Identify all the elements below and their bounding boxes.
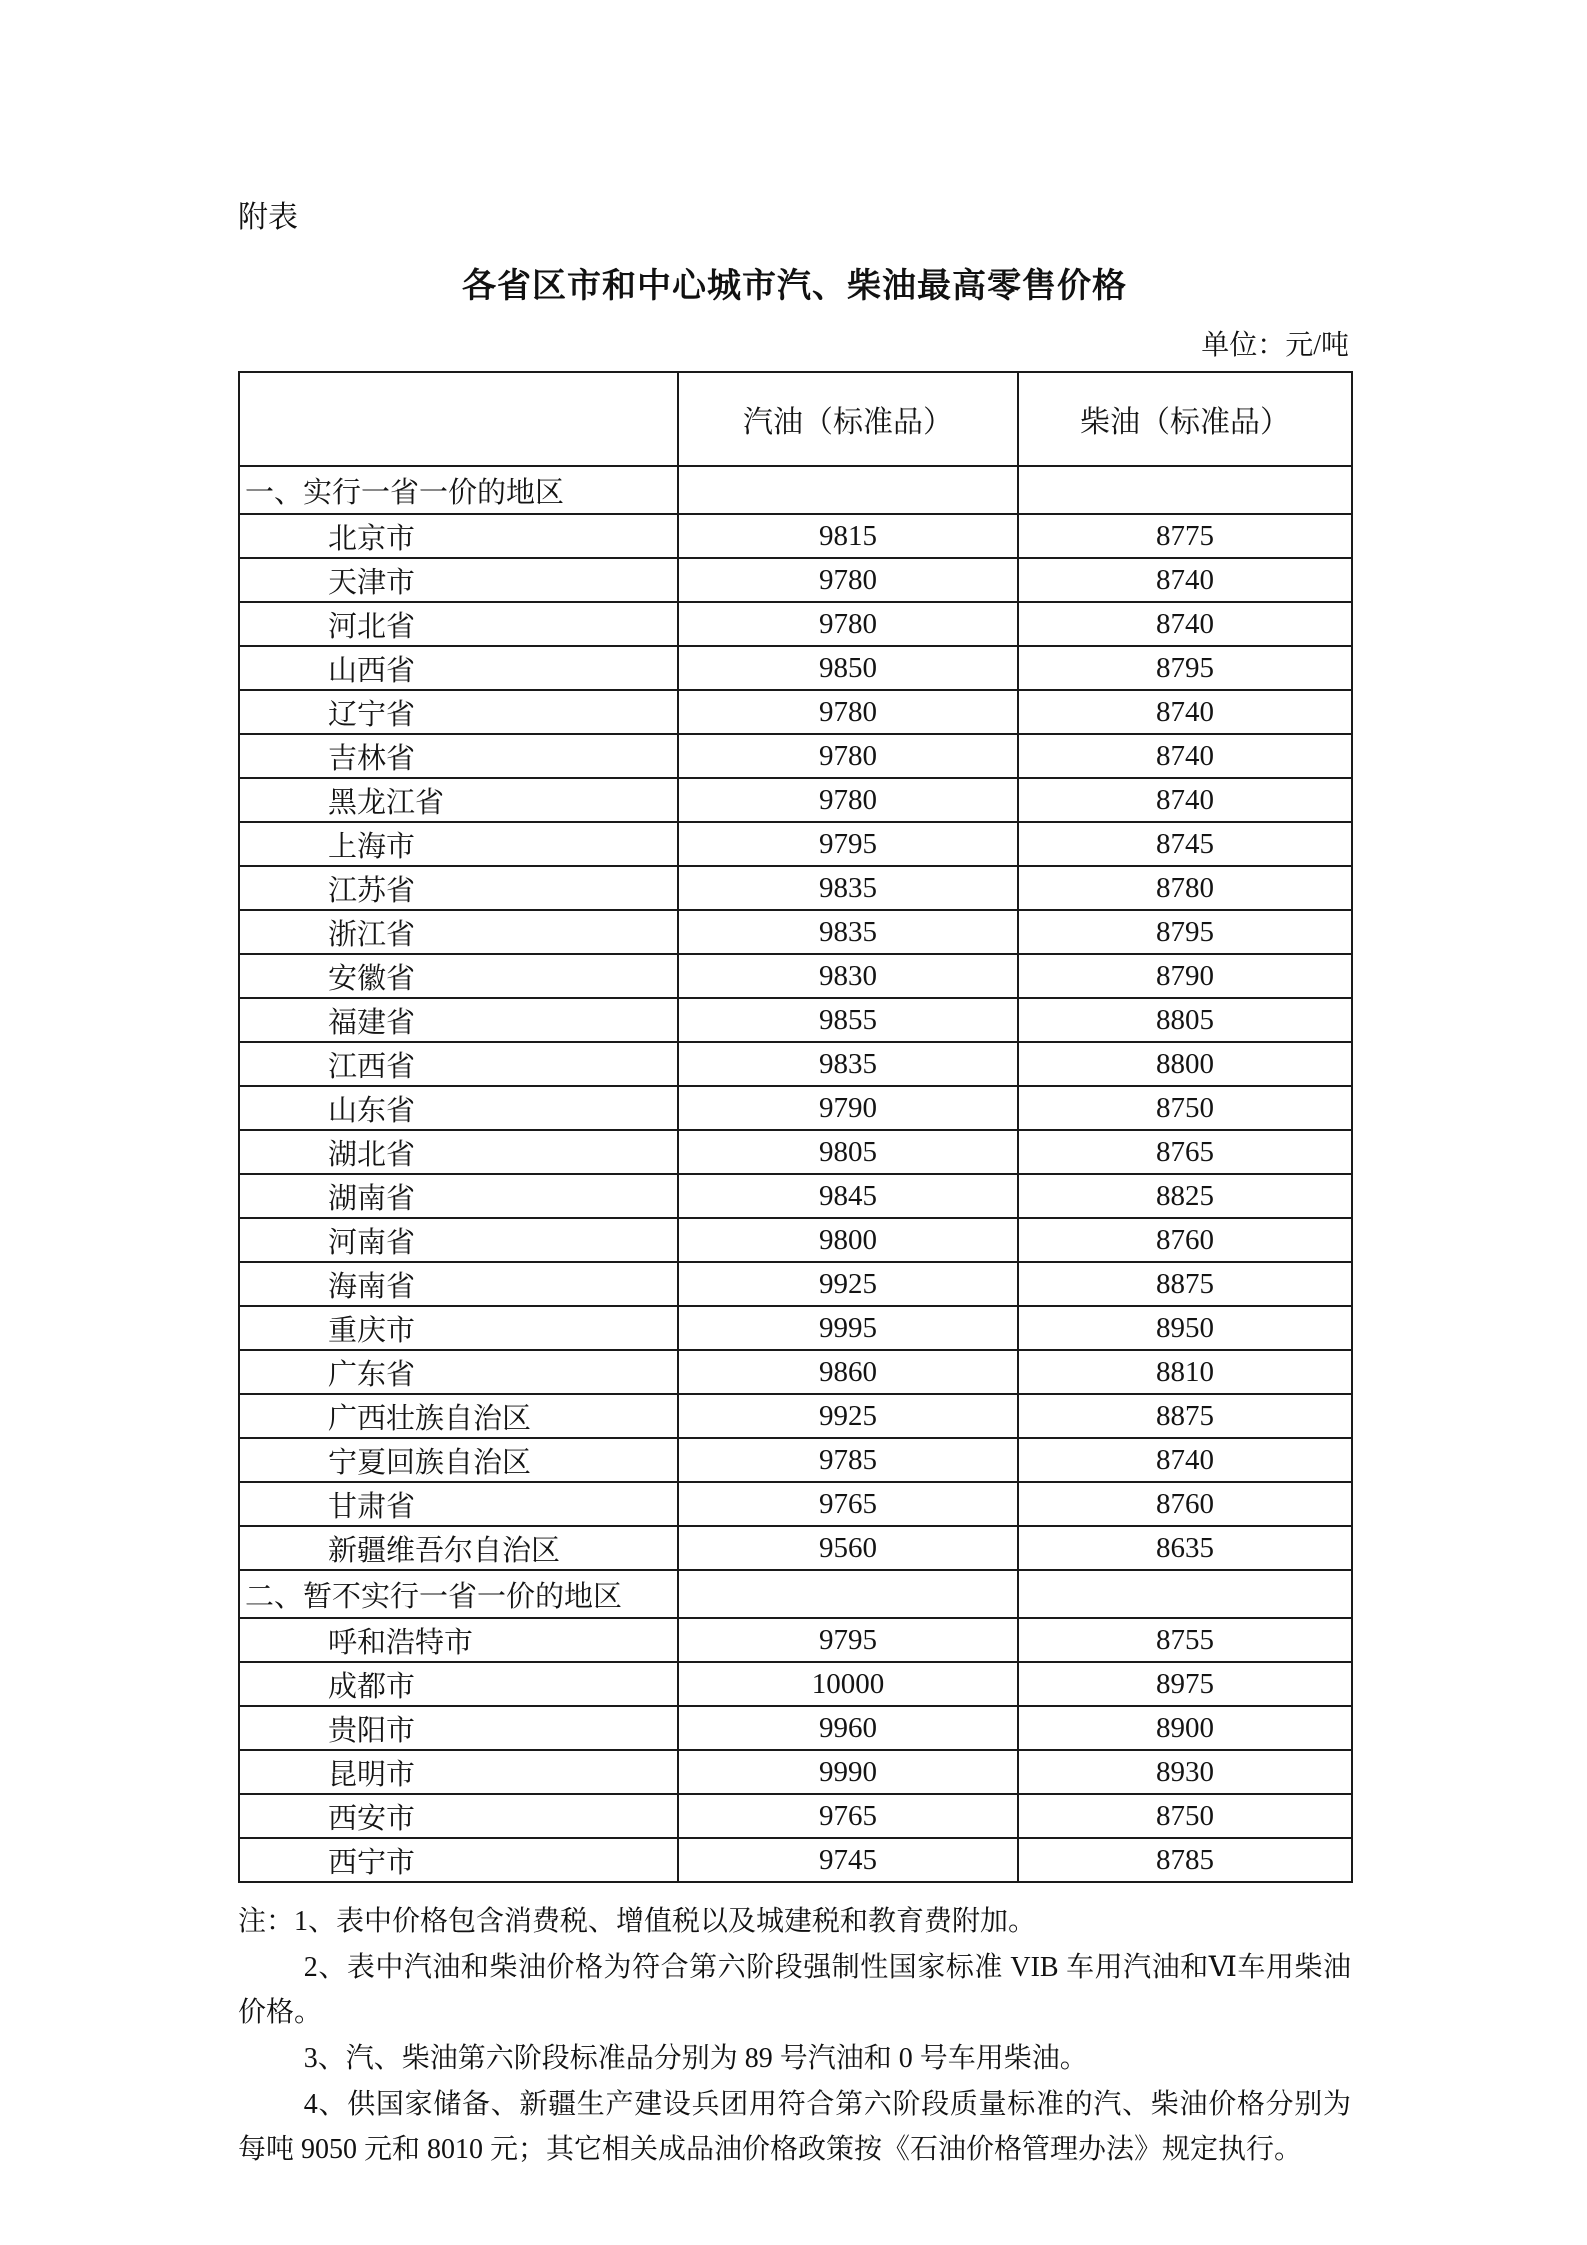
diesel-price-cell: 8810 [1018, 1350, 1352, 1394]
table-row [239, 1174, 1352, 1218]
region-name-cell: 黑龙江省 [239, 778, 678, 822]
diesel-price-cell: 8930 [1018, 1750, 1352, 1794]
region-name-cell: 河北省 [239, 602, 678, 646]
diesel-price-cell: 8740 [1018, 734, 1352, 778]
diesel-price-cell: 8900 [1018, 1706, 1352, 1750]
region-name-cell: 宁夏回族自治区 [239, 1438, 678, 1482]
diesel-price-cell: 8875 [1018, 1262, 1352, 1306]
table-row [239, 1042, 1352, 1086]
gasoline-price-cell: 9795 [678, 822, 1018, 866]
gasoline-price-cell: 9790 [678, 1086, 1018, 1130]
diesel-price-cell: 8635 [1018, 1526, 1352, 1570]
gasoline-price-cell: 9560 [678, 1526, 1018, 1570]
table-row [239, 910, 1352, 954]
price-table [238, 371, 1353, 1883]
gasoline-price-cell: 9850 [678, 646, 1018, 690]
gasoline-price-cell: 9765 [678, 1482, 1018, 1526]
column-header-gasoline: 汽油（标准品） [678, 372, 1018, 466]
table-row [239, 1662, 1352, 1706]
region-name-cell: 浙江省 [239, 910, 678, 954]
region-name-cell: 吉林省 [239, 734, 678, 778]
region-name-cell: 北京市 [239, 514, 678, 558]
gasoline-price-cell: 9780 [678, 734, 1018, 778]
table-row [239, 1482, 1352, 1526]
region-name-cell: 广西壮族自治区 [239, 1394, 678, 1438]
table-row [239, 602, 1352, 646]
unit-label: 单位：元/吨 [1201, 330, 1349, 361]
region-name-cell: 上海市 [239, 822, 678, 866]
diesel-price-cell: 8750 [1018, 1086, 1352, 1130]
diesel-price-cell: 8775 [1018, 514, 1352, 558]
table-row [239, 998, 1352, 1042]
region-name-cell: 湖南省 [239, 1174, 678, 1218]
page-title: 各省区市和中心城市汽、柴油最高零售价格 [462, 267, 1127, 305]
gasoline-price-cell: 9925 [678, 1262, 1018, 1306]
diesel-price-cell: 8740 [1018, 1438, 1352, 1482]
note-item: 3、汽、柴油第六阶段标准品分别为 89 号汽油和 0 号车用柴油。 [303, 2042, 1088, 2074]
table-row [239, 1618, 1352, 1662]
section-header-label: 一、实行一省一价的地区 [239, 466, 678, 514]
table-row [239, 1526, 1352, 1570]
gasoline-price-cell: 9835 [678, 866, 1018, 910]
region-name-cell: 广东省 [239, 1350, 678, 1394]
gasoline-price-cell: 9960 [678, 1706, 1018, 1750]
gasoline-price-cell: 9800 [678, 1218, 1018, 1262]
diesel-price-cell: 8740 [1018, 690, 1352, 734]
region-name-cell: 福建省 [239, 998, 678, 1042]
region-name-cell: 湖北省 [239, 1130, 678, 1174]
gasoline-price-cell: 10000 [678, 1662, 1018, 1706]
gasoline-price-cell: 9995 [678, 1306, 1018, 1350]
diesel-price-cell: 8795 [1018, 646, 1352, 690]
diesel-price-cell: 8950 [1018, 1306, 1352, 1350]
diesel-price-cell: 8975 [1018, 1662, 1352, 1706]
diesel-price-cell: 8755 [1018, 1618, 1352, 1662]
gasoline-price-cell: 9780 [678, 690, 1018, 734]
gasoline-price-cell: 9860 [678, 1350, 1018, 1394]
diesel-price-cell: 8750 [1018, 1794, 1352, 1838]
gasoline-price-cell: 9845 [678, 1174, 1018, 1218]
section-header-row [239, 1570, 1352, 1618]
empty-cell [1018, 466, 1352, 514]
gasoline-price-cell: 9780 [678, 778, 1018, 822]
region-name-cell: 山东省 [239, 1086, 678, 1130]
table-row [239, 1750, 1352, 1794]
note-item: 注：1、表中价格包含消费税、增值税以及城建税和教育费附加。 [238, 1906, 1037, 1937]
region-name-cell: 新疆维吾尔自治区 [239, 1526, 678, 1570]
diesel-price-cell: 8740 [1018, 558, 1352, 602]
diesel-price-cell: 8760 [1018, 1218, 1352, 1262]
table-row [239, 1438, 1352, 1482]
gasoline-price-cell: 9795 [678, 1618, 1018, 1662]
gasoline-price-cell: 9830 [678, 954, 1018, 998]
document-content [238, 0, 1351, 2173]
diesel-price-cell: 8825 [1018, 1174, 1352, 1218]
table-row [239, 1086, 1352, 1130]
region-name-cell: 江西省 [239, 1042, 678, 1086]
table-row [239, 1218, 1352, 1262]
region-name-cell: 安徽省 [239, 954, 678, 998]
gasoline-price-cell: 9785 [678, 1438, 1018, 1482]
notes-section [238, 1899, 1351, 2173]
column-header-region [239, 372, 678, 466]
table-row [239, 734, 1352, 778]
gasoline-price-cell: 9765 [678, 1794, 1018, 1838]
table-row [239, 866, 1352, 910]
table-header-row [239, 372, 1352, 466]
table-row [239, 954, 1352, 998]
diesel-price-cell: 8745 [1018, 822, 1352, 866]
table-row [239, 514, 1352, 558]
gasoline-price-cell: 9925 [678, 1394, 1018, 1438]
note-item: 4、供国家储备、新疆生产建设兵团用符合第六阶段质量标准的汽、柴油价格分别为每吨 9050 元和 8010 元；其它相关成品油价格政策按《石油价格管理办法》规定执行。 [238, 2088, 1351, 2166]
region-name-cell: 贵阳市 [239, 1706, 678, 1750]
table-row [239, 1262, 1352, 1306]
table-row [239, 1706, 1352, 1750]
diesel-price-cell: 8780 [1018, 866, 1352, 910]
empty-cell [678, 466, 1018, 514]
gasoline-price-cell: 9745 [678, 1838, 1018, 1882]
region-name-cell: 辽宁省 [239, 690, 678, 734]
region-name-cell: 昆明市 [239, 1750, 678, 1794]
section-header-row [239, 466, 1352, 514]
diesel-price-cell: 8760 [1018, 1482, 1352, 1526]
diesel-price-cell: 8795 [1018, 910, 1352, 954]
diesel-price-cell: 8805 [1018, 998, 1352, 1042]
region-name-cell: 呼和浩特市 [239, 1618, 678, 1662]
appendix-label: 附表 [238, 201, 298, 234]
region-name-cell: 山西省 [239, 646, 678, 690]
region-name-cell: 西宁市 [239, 1838, 678, 1882]
table-row [239, 1350, 1352, 1394]
table-row [239, 1130, 1352, 1174]
table-row [239, 1794, 1352, 1838]
region-name-cell: 成都市 [239, 1662, 678, 1706]
table-row [239, 558, 1352, 602]
region-name-cell: 河南省 [239, 1218, 678, 1262]
gasoline-price-cell: 9835 [678, 910, 1018, 954]
diesel-price-cell: 8740 [1018, 778, 1352, 822]
diesel-price-cell: 8800 [1018, 1042, 1352, 1086]
table-row [239, 1394, 1352, 1438]
diesel-price-cell: 8875 [1018, 1394, 1352, 1438]
diesel-price-cell: 8740 [1018, 602, 1352, 646]
region-name-cell: 西安市 [239, 1794, 678, 1838]
diesel-price-cell: 8785 [1018, 1838, 1352, 1882]
diesel-price-cell: 8790 [1018, 954, 1352, 998]
diesel-price-cell: 8765 [1018, 1130, 1352, 1174]
gasoline-price-cell: 9835 [678, 1042, 1018, 1086]
column-header-diesel: 柴油（标准品） [1018, 372, 1352, 466]
empty-cell [678, 1570, 1018, 1618]
section-header-label: 二、暂不实行一省一价的地区 [239, 1570, 678, 1618]
region-name-cell: 甘肃省 [239, 1482, 678, 1526]
gasoline-price-cell: 9815 [678, 514, 1018, 558]
gasoline-price-cell: 9780 [678, 602, 1018, 646]
empty-cell [1018, 1570, 1352, 1618]
region-name-cell: 江苏省 [239, 866, 678, 910]
region-name-cell: 海南省 [239, 1262, 678, 1306]
table-row [239, 778, 1352, 822]
table-row [239, 646, 1352, 690]
region-name-cell: 重庆市 [239, 1306, 678, 1350]
table-row [239, 822, 1352, 866]
gasoline-price-cell: 9780 [678, 558, 1018, 602]
table-row [239, 1838, 1352, 1882]
region-name-cell: 天津市 [239, 558, 678, 602]
note-item: 2、表中汽油和柴油价格为符合第六阶段强制性国家标准 VIB 车用汽油和Ⅵ车用柴油价格。 [238, 1951, 1351, 2029]
table-row [239, 690, 1352, 734]
gasoline-price-cell: 9990 [678, 1750, 1018, 1794]
gasoline-price-cell: 9805 [678, 1130, 1018, 1174]
table-row [239, 1306, 1352, 1350]
gasoline-price-cell: 9855 [678, 998, 1018, 1042]
